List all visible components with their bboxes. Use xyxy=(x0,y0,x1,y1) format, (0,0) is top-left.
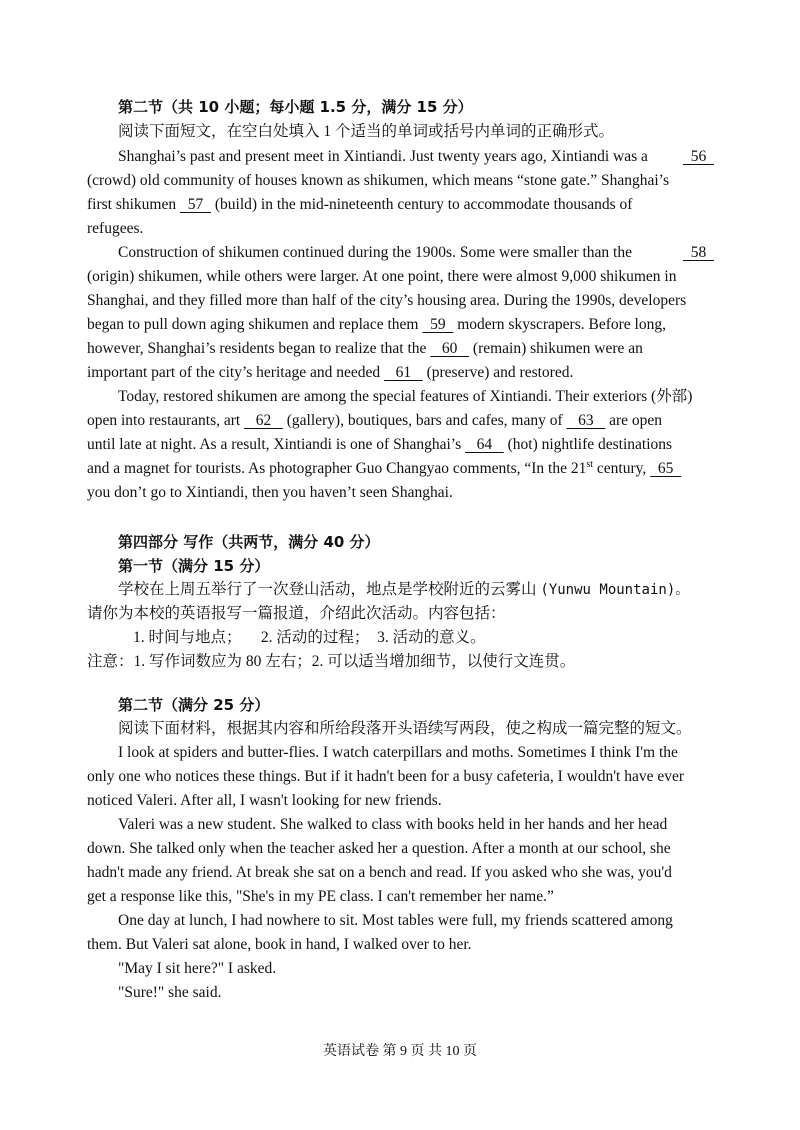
task-text: 学校在上周五举行了一次登山活动，地点是学校附近的云雾山 (Yunwu Mountain)。 xyxy=(118,581,690,598)
part-heading: 第四部分 写作（共两节，满分 40 分） xyxy=(118,533,380,551)
blank-56[interactable]: 56 xyxy=(683,148,714,165)
page-footer: 英语试卷 第 9 页 共 10 页 xyxy=(323,1044,477,1059)
passage-line: (crowd) old community of houses known as shikumen, which means “stone gate.” Shanghai’s xyxy=(87,172,669,189)
section-heading: 第一节（满分 15 分） xyxy=(118,557,270,575)
passage-line: Shanghai, and they filled more than half of the city’s housing area. During the 1990s, developers xyxy=(87,292,687,309)
blank-60[interactable]: 60 xyxy=(430,340,470,357)
story-dialogue: "May I sit here?" I asked. xyxy=(118,960,277,977)
blank-64[interactable]: 64 xyxy=(464,436,504,453)
story-line: them. But Valeri sat alone, book in hand, I walked over to her. xyxy=(87,936,472,953)
blank-61[interactable]: 61 xyxy=(383,364,423,381)
passage-line: first shikumen 57 (build) in the mid-nineteenth century to accommodate thousands of xyxy=(87,196,633,213)
blank-57[interactable]: 57 xyxy=(180,196,211,213)
story-line: I look at spiders and butter-flies. I watch caterpillars and moths. Sometimes I think I'm the xyxy=(118,744,678,761)
task-note: 注意：1. 写作词数应为 80 左右；2. 可以适当增加细节，以使行文连贯。 xyxy=(87,653,576,670)
section-heading: 第二节（满分 25 分） xyxy=(118,696,270,714)
task-items: 1. 时间与地点； 2. 活动的过程； 3. 活动的意义。 xyxy=(133,629,486,646)
passage-line: open into restaurants, art 62 (gallery), boutiques, bars and cafes, many of 63 are open xyxy=(87,412,663,429)
passage-line: you don’t go to Xintiandi, then you haven’t seen Shanghai. xyxy=(87,484,453,501)
task-instruction: 阅读下面材料，根据其内容和所给段落开头语续写两段，使之构成一篇完整的短文。 xyxy=(118,720,692,737)
blank-62[interactable]: 62 xyxy=(244,412,283,429)
story-line: hadn't made any friend. At break she sat on a bench and read. If you asked who she was, you'd xyxy=(87,864,672,881)
story-line: get a response like this, "She's in my PE class. I can't remember her name.” xyxy=(87,888,554,905)
blank-59[interactable]: 59 xyxy=(422,316,454,333)
section-instruction: 阅读下面短文，在空白处填入 1 个适当的单词或括号内单词的正确形式。 xyxy=(118,123,615,140)
story-line: One day at lunch, I had nowhere to sit. Most tables were full, my friends scattered among xyxy=(118,912,673,929)
passage-line: important part of the city’s heritage and needed 61 (preserve) and restored. xyxy=(87,364,574,381)
blank-58[interactable]: 58 xyxy=(683,244,714,261)
section-heading: 第二节（共 10 小题；每小题 1.5 分，满分 15 分） xyxy=(118,98,473,116)
task-text: 请你为本校的英语报写一篇报道，介绍此次活动。内容包括： xyxy=(87,605,506,622)
passage-line: (origin) shikumen, while others were larger. At one point, there were almost 9,000 shikumen in xyxy=(87,268,677,285)
passage-line: refugees. xyxy=(87,220,144,237)
passage-line: however, Shanghai’s residents began to realize that the 60 (remain) shikumen were an xyxy=(87,340,643,357)
story-line: noticed Valeri. After all, I wasn't looking for new friends. xyxy=(87,792,442,809)
passage-line: until late at night. As a result, Xintiandi is one of Shanghai’s 64 (hot) nightlife destinations xyxy=(87,436,673,453)
passage-line: and a magnet for tourists. As photographer Guo Changyao comments, “In the 21st century, 65 xyxy=(87,458,682,477)
passage-line: Today, restored shikumen are among the special features of Xintiandi. Their exteriors (外部) xyxy=(118,388,693,405)
story-line: only one who notices these things. But if it hadn't been for a busy cafeteria, I wouldn't have ever xyxy=(87,768,684,785)
blank-63[interactable]: 63 xyxy=(566,412,606,429)
story-line: Valeri was a new student. She walked to class with books held in her hands and her head xyxy=(118,816,668,833)
story-line: down. She talked only when the teacher asked her a question. After a month at our school, she xyxy=(87,840,671,857)
passage-line: Construction of shikumen continued during the 1900s. Some were smaller than the 58 xyxy=(118,241,714,265)
story-dialogue: "Sure!" she said. xyxy=(118,984,222,1001)
passage-line: began to pull down aging shikumen and replace them 59 modern skyscrapers. Before long, xyxy=(87,316,666,333)
blank-65[interactable]: 65 xyxy=(650,460,682,477)
passage-line: Shanghai’s past and present meet in Xintiandi. Just twenty years ago, Xintiandi was a 56 xyxy=(118,145,714,169)
